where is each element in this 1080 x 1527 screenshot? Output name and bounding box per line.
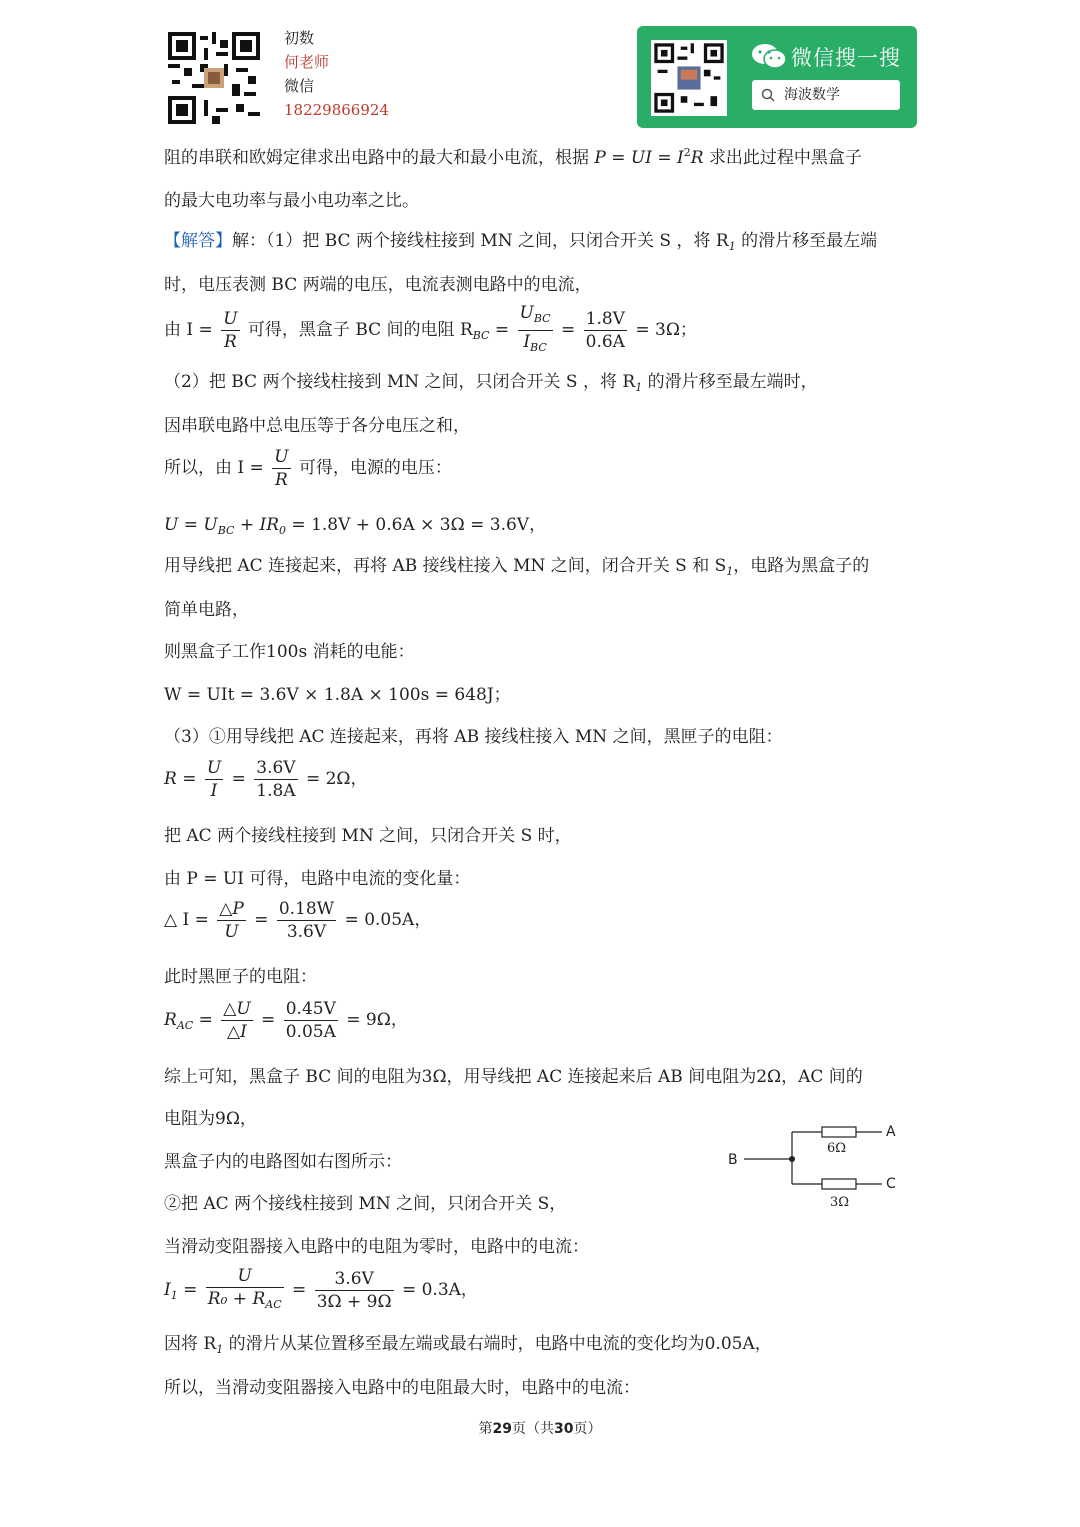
text-line-6: （2）把 BC 两个接线柱接到 MN 之间，只闭合开关 S ，将 $R_1$ 的滑片移至最左端时， (164, 372, 818, 394)
text-line-9: $U = U_{BC} + IR_0 = 1.8V + 0.6A \times 3\Omega = 3.6V$， (164, 515, 547, 537)
wechat-logo-icon (751, 42, 787, 70)
circuit-label-A: A (886, 1124, 896, 1140)
text-line-21: 综上可知，黑盒子 BC 间的电阻为3Ω，用导线把 AC 连接起来后 AB 间电阻为2Ω，AC 间的 (164, 1067, 863, 1087)
answer-tag: 【解答】 (164, 231, 232, 251)
text-line-2: 的最大电功率与最小电功率之比。 (164, 191, 419, 211)
contact-info (284, 26, 389, 122)
text-line-23: 黑盒子内的电路图如右图所示： (164, 1152, 402, 1172)
text-line-4: 时，电压表测 BC 两端的电压，电流表测电路中的电流， (164, 275, 592, 295)
text-line-16: 把 AC 两个接线柱接到 MN 之间，只闭合开关 S 时， (164, 826, 572, 846)
wechat-search-card[interactable] (637, 26, 917, 128)
contact-teacher: 何老师 (284, 53, 330, 71)
total-pages: 30 (554, 1421, 574, 1437)
text-line-7: 因串联电路中总电压等于各分电压之和， (164, 416, 470, 436)
resistor-3ohm (822, 1179, 856, 1189)
page-number: 29 (492, 1421, 512, 1437)
text-line-3: 【解答】解：（1）把 BC 两个接线柱接到 MN 之间，只闭合开关 S ，将 $R_1$ 的滑片移至最左端 (164, 231, 878, 253)
wechat-search-box[interactable] (752, 80, 900, 110)
text-line-25: 当滑动变阻器接入电路中的电阻为零时，电路中的电流： (164, 1237, 589, 1257)
text-line-11: 简单电路， (164, 600, 249, 620)
text-line-8: 所以，由 I = $\frac{U}{R}$ 可得，电源的电压： (164, 447, 452, 490)
page-footer: 第29页（共30页） (478, 1421, 602, 1437)
contact-subject: 初数 (284, 29, 315, 47)
circuit-diagram (722, 1118, 912, 1210)
qr-code-right (651, 40, 727, 116)
text-line-14: （3）①用导线把 AC 连接起来，再将 AB 接线柱接入 MN 之间，黑匣子的电阻： (164, 727, 783, 747)
text-line-15: R = $\frac{U}{I}$ = $\frac{3.6V}{1.8A}$ = 2Ω， (164, 758, 368, 801)
text-line-24: ②把 AC 两个接线柱接到 MN 之间，只闭合开关 S， (164, 1194, 567, 1214)
text-line-13: W = UIt = 3.6V × 1.8A × 100s = 648J； (164, 685, 511, 705)
text-line-28: 所以，当滑动变阻器接入电路中的电阻最大时，电路中的电流： (164, 1378, 640, 1398)
contact-wechat-label: 微信 (284, 77, 315, 95)
wechat-search-text: 海波数学 (784, 87, 840, 103)
wechat-search-title: 微信搜一搜 (791, 46, 901, 70)
circuit-label-C: C (886, 1176, 896, 1192)
text-line-27: 因将 $R_1$ 的滑片从某位置移至最左端或最右端时，电路中电流的变化均为0.05A， (164, 1334, 772, 1356)
text-line-19: 此时黑匣子的电阻： (164, 967, 317, 987)
qr-code-left (168, 32, 260, 124)
contact-phone: 18229866924 (284, 101, 389, 119)
text-line-18: △ I = $\frac{\triangle P}{U}$ = $\frac{0.18W}{3.6V}$ = 0.05A， (164, 899, 432, 942)
text-line-10: 用导线把 AC 连接起来，再将 AB 接线柱接入 MN 之间，闭合开关 S 和 $S_1$，电路为黑盒子的 (164, 556, 870, 578)
text-line-20: $R_{AC}$ = $\frac{\triangle U}{\triangle I}$ = $\frac{0.45V}{0.05A}$ = 9Ω， (164, 999, 408, 1042)
text-line-26: $I_1$ = $\frac{U}{R_0 + R_{AC}}$ = $\frac{3.6V}{3\Omega + 9\Omega}$ = 0.3A， (164, 1266, 478, 1312)
resistor-6ohm-label: 6Ω (827, 1141, 847, 1156)
text-line-17: 由 P = UI 可得，电路中电流的变化量： (164, 869, 471, 889)
resistor-6ohm (822, 1127, 856, 1137)
text-line-1: 阻的串联和欧姆定律求出电路中的最大和最小电流，根据 P = UI = $I^2R$ 求出此过程中黑盒子 (164, 146, 862, 168)
text-line-12: 则黑盒子工作100s 消耗的电能： (164, 642, 415, 662)
text-line-22: 电阻为9Ω， (164, 1109, 257, 1129)
resistor-3ohm-label: 3Ω (830, 1195, 850, 1210)
search-icon (761, 88, 775, 102)
text-line-5: 由 I = $\frac{U}{R}$ 可得，黑盒子 BC 间的电阻 $R_{BC}$ = $\frac{U_{BC}}{I_{BC}}$ = $\frac{1.8V}{0.6A}$ = 3Ω； (164, 303, 697, 354)
circuit-label-B: B (728, 1152, 738, 1168)
